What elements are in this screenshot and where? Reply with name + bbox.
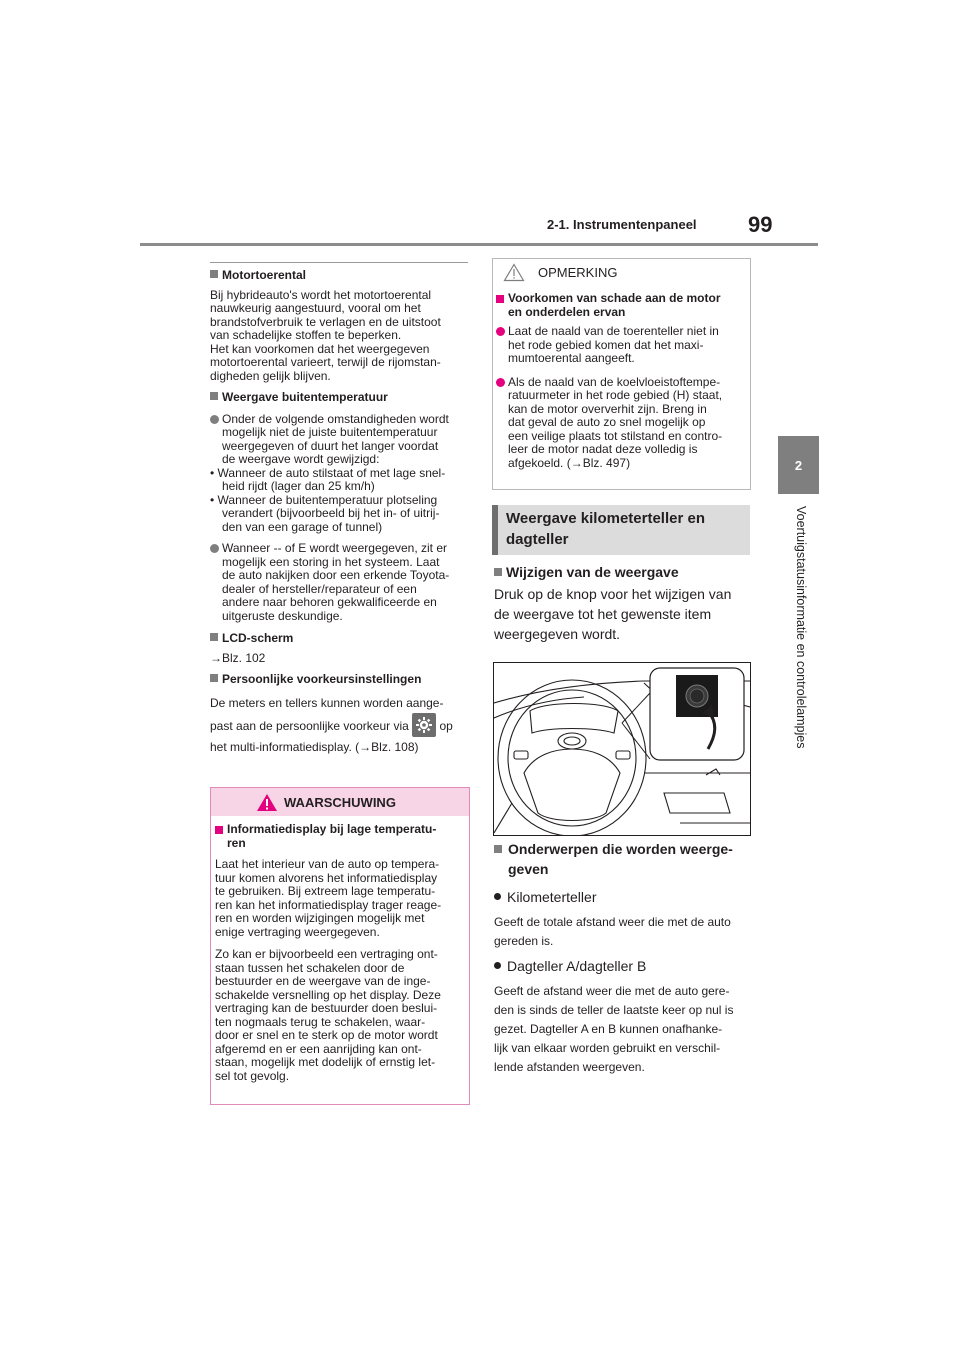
onderwerpen-block — [494, 839, 754, 1077]
note-header — [493, 259, 749, 287]
motortoerental-text: Bij hybrideauto's wordt het motortoerental nauwkeurig aangestuurd, vooral om het brandstofverbruik te verlagen en de uitstoot van schadelijke stoffen te beperken. Het kan voorkomen dat het weergegeven motortoerental varieert, terwijl de rijomstan- digheden gelijk blijven. — [210, 287, 441, 383]
square-bullet-icon — [494, 568, 502, 576]
section-heading: Weergave kilometerteller en dagteller — [506, 510, 705, 548]
warning-triangle-icon — [256, 793, 278, 812]
heading-motortoerental: Motortoerental — [210, 269, 468, 283]
kilometerteller-desc: Geeft de totale afstand weer die met de auto gereden is. — [494, 915, 731, 948]
square-bullet-icon — [210, 270, 218, 278]
warning-heading: Informatiedisplay bij lage temperatu- ren — [215, 823, 465, 850]
note-bullet-2: Als de naald van de koelvloeistoftempe- ratuurmeter in het rode gebied (H) staat, kan de motor oververhit zijn. Breng in dat geval de auto zo snel mogelijk op een veilige plaats tot stilstand en contro- leer de motor nadat deze volledig is afgekoeld. (→Blz. 497) — [496, 376, 746, 471]
note-content — [496, 292, 746, 470]
warning-header — [211, 788, 469, 816]
heading-buitentemp: Weergave buitentemperatuur — [210, 391, 468, 405]
round-bullet-icon — [210, 544, 219, 553]
square-bullet-icon — [496, 295, 504, 303]
header-rule — [140, 243, 818, 246]
square-bullet-icon — [215, 826, 223, 834]
steering-wheel-illustration — [493, 662, 751, 836]
divider — [210, 262, 468, 263]
round-bullet-icon — [496, 378, 505, 387]
settings-gear-icon — [412, 713, 436, 737]
chapter-tab: 2 — [778, 436, 819, 494]
wijzigen-block — [494, 564, 752, 644]
note-bullet-1: Laat de naald van de toerenteller niet in het rode gebied komen dat het maxi- mumtoerental aangeeft. — [496, 325, 746, 366]
warning-content — [215, 823, 465, 1083]
buitentemp-bullet-2: Wanneer -- of E wordt weergegeven, zit er mogelijk een storing in het systeem. Laat de auto nakijken door een erkende Toyota- dealer of hersteller/reparateur of een andere naar behoren gekwalificeerde en uitgeruste deskundige. — [210, 542, 468, 623]
heading-wijzigen: Wijzigen van de weergave — [494, 564, 752, 580]
caution-triangle-icon — [503, 263, 525, 282]
heading-lcd: LCD-scherm — [210, 632, 468, 646]
lcd-ref[interactable]: →Blz. 102 — [210, 650, 266, 665]
note-heading: Voorkomen van schade aan de motor en onderdelen ervan — [496, 292, 746, 319]
section-heading-bar — [492, 505, 498, 555]
warning-title: WAARSCHUWING — [284, 795, 396, 810]
bullet-dot-icon — [494, 962, 501, 969]
round-bullet-icon — [210, 415, 219, 424]
section-title: 2-1. Instrumentenpaneel — [547, 217, 697, 232]
square-bullet-icon — [210, 633, 218, 641]
buitentemp-bullet-1: Onder de volgende omstandigheden wordt mogelijk niet de juiste buitentemperatuur weergegeven of duurt het langer voordat de weergave wordt gewijzigd: • Wanneer de auto stilstaat of met lage snel- heid rijdt (lager dan 25 km/h) • Wanneer de buitentemperatuur plotseling verandert (bijvoorbeeld bij het in- of uitrij- den van een garage of tunnel) — [210, 413, 468, 535]
warning-para-2: Zo kan er bijvoorbeeld een vertraging ont- staan tussen het schakelen door de bestuurder en de weergave van de inge- schakelde versnelling op het display. Deze vertraging kan de bestuurder doen beslui- ten nogmaals terug te schakelen, waar- door er snel en te sterk op de motor wordt afgeremd en er een aanrijding kan ont- staan, mogelijk met dodelijk of ernstig let- sel tot gevolg. — [215, 947, 441, 1083]
square-bullet-icon — [494, 845, 502, 853]
warning-para-1: Laat het interieur van de auto op tempera- tuur komen alvorens het informatiedisplay te gebruiken. Bij extreem lage temperatu- ren kan het informatiedisplay trager reage- ren en worden wijzigingen mogelijk met enige vertraging weergegeven. — [215, 857, 442, 939]
dagteller-desc: Geeft de afstand weer die met de auto gere- den is sinds de teller de laatste keer op nul is gezet. Dagteller A en B kunnen onafhanke- lijk van elkaar worden gebruikt en verschil- lende afstanden weergeven. — [494, 984, 734, 1074]
sub-item-2: • Wanneer de buitentemperatuur plotseling verandert (bijvoorbeeld bij het in- of uitrij- den van een garage of tunnel) — [210, 492, 440, 534]
steering-wheel-drawing — [494, 663, 750, 835]
square-bullet-icon — [210, 392, 218, 400]
bullet-dot-icon — [494, 893, 501, 900]
chapter-title: Voertuigstatusinformatie en controlelampjes — [794, 506, 808, 749]
page-number: 99 — [748, 212, 773, 237]
sub-item-1: • Wanneer de auto stilstaat of met lage snel- heid rijdt (lager dan 25 km/h) — [210, 465, 446, 493]
round-bullet-icon — [496, 327, 505, 336]
item-kilometerteller: Kilometerteller — [494, 889, 754, 905]
item-dagteller: Dagteller A/dagteller B — [494, 958, 754, 974]
heading-persoonlijk: Persoonlijke voorkeursinstellingen — [210, 673, 468, 687]
note-title: OPMERKING — [538, 265, 618, 280]
persoonlijk-text: De meters en tellers kunnen worden aange- past aan de persoonlijke voorkeur via op het multi-informatiedisplay. (→Blz. 108) — [210, 695, 453, 754]
square-bullet-icon — [210, 674, 218, 682]
left-column — [210, 262, 468, 757]
wijzigen-text: Druk op de knop voor het wijzigen van de weergave tot het gewenste item weergegeven wordt. — [494, 586, 732, 642]
heading-onderwerpen: Onderwerpen die worden weerge- geven — [494, 839, 754, 879]
